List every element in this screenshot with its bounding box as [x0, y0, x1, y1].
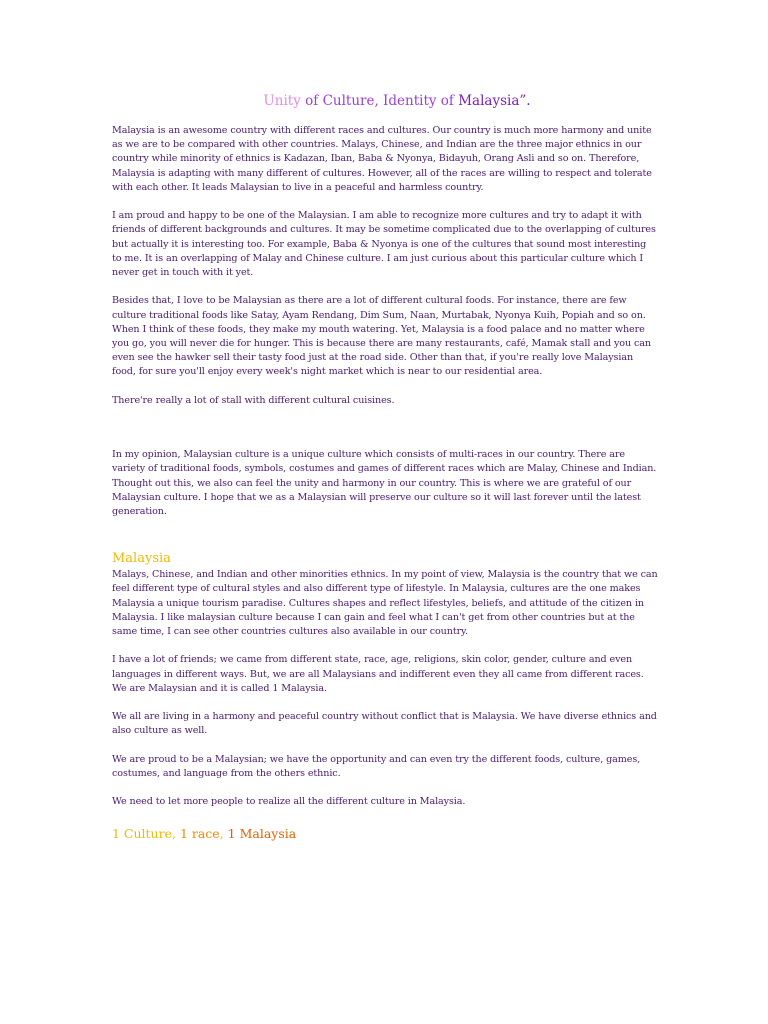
slogan-race: 1 race [179, 825, 220, 841]
harmony-paragraph: We all are living in a harmony and peaceful country without conflict that is Malaysia. We have diverse ethnics and also culture as well. [112, 711, 657, 737]
slogan-heading [112, 826, 658, 842]
proud-paragraph: I am proud and happy to be one of the Malaysian. I am able to recognize more cultures and try to adapt it with friends of different backgrounds and cultures. It may be sometime complicated due to the overlapping of cultures but actually it is interesting too. For example, Baba & Nyonya is one of the cultures that sound most interesting to me. It is an overlapping of Malay and Chinese culture. I am just curious about this particular culture which I never get in touch with it yet. [112, 210, 656, 279]
minorities-paragraph: Malays, Chinese, and Indian and other minorities ethnics. In my point of view, Malaysia is the country that we can feel different type of cultural styles and also different type of lifestyle. In Malaysia, cultures are the one makes Malaysia a unique tourism paradise. Cultures shapes and reflect lifestyles, beliefs, and attitude of the citizen in Malaysia. I like malaysian culture because I can gain and feel what I can't get from other countries but at the same time, I can see other countries cultures also available in our country. [112, 569, 658, 638]
realize-paragraph: We need to let more people to realize all the different culture in Malaysia. [112, 796, 466, 808]
intro-paragraph: Malaysia is an awesome country with different races and cultures. Our country is much more harmony and unite as we are to be compared with other countries. Malays, Chinese, and Indian are the three major ethnics in our country while minority of ethnics is Kadazan, Iban, Baba & Nyonya, Bidayuh, Orang Asli and so on. Therefore, Malaysia is adapting with many different of cultures. However, all of the races are willing to respect and tolerate with each other. It leads Malaysian to live in a peaceful and harmless country. [112, 125, 652, 193]
slogan-separator-2: , [219, 825, 228, 841]
title-part-middle: of Culture, Identity of [300, 93, 459, 109]
document-title [112, 92, 658, 110]
slogan-separator-1: , [172, 825, 180, 841]
stall-paragraph: There're really a lot of stall with different cultural cuisines. [112, 394, 395, 406]
section-heading-malaysia: Malaysia [112, 551, 171, 567]
title-part-malaysia: Malaysia”. [458, 93, 531, 109]
blank-spacer [112, 422, 658, 448]
slogan-malaysia: 1 Malaysia [227, 825, 297, 841]
document-page [112, 92, 658, 842]
slogan-culture: 1 Culture [112, 825, 172, 841]
opportunity-paragraph: We are proud to be a Malaysian; we have the opportunity and can even try the different foods, culture, games, costumes, and language from the others ethnic. [112, 753, 641, 780]
food-paragraph: Besides that, I love to be Malaysian as there are a lot of different cultural foods. For instance, there are few culture traditional foods like Satay, Ayam Rendang, Dim Sum, Naan, Murtabak, Nyonya Kuih, Popiah and so on. When I think of these foods, they make my mouth watering. Yet, Malaysia is a food palace and no matter where you go, you will never die for hunger. This is because there are many restaurants, café, Mamak stall and you can even see the hawker sell their tasty food just at the road side. Other than that, if you're really love Malaysian food, for sure you'll enjoy every week's night market which is near to our residential area. [112, 295, 651, 378]
opinion-paragraph: In my opinion, Malaysian culture is a unique culture which consists of multi-races in our country. There are variety of traditional foods, symbols, costumes and games of different races which are Malay, Chinese and Indian. Thought out this, we also can feel the unity and harmony in our country. This is where we are grateful of our Malaysian culture. I hope that we as a Malaysian will preserve our culture so it will last forever until the latest generation. [112, 449, 657, 518]
friends-paragraph: I have a lot of friends; we came from different state, race, age, religions, skin color, gender, culture and even languages in different ways. But, we are all Malaysians and indifferent even they all came from different races. We are Malaysian and it is called 1 Malaysia. [112, 654, 644, 694]
title-part-unity: Unity [263, 93, 301, 109]
